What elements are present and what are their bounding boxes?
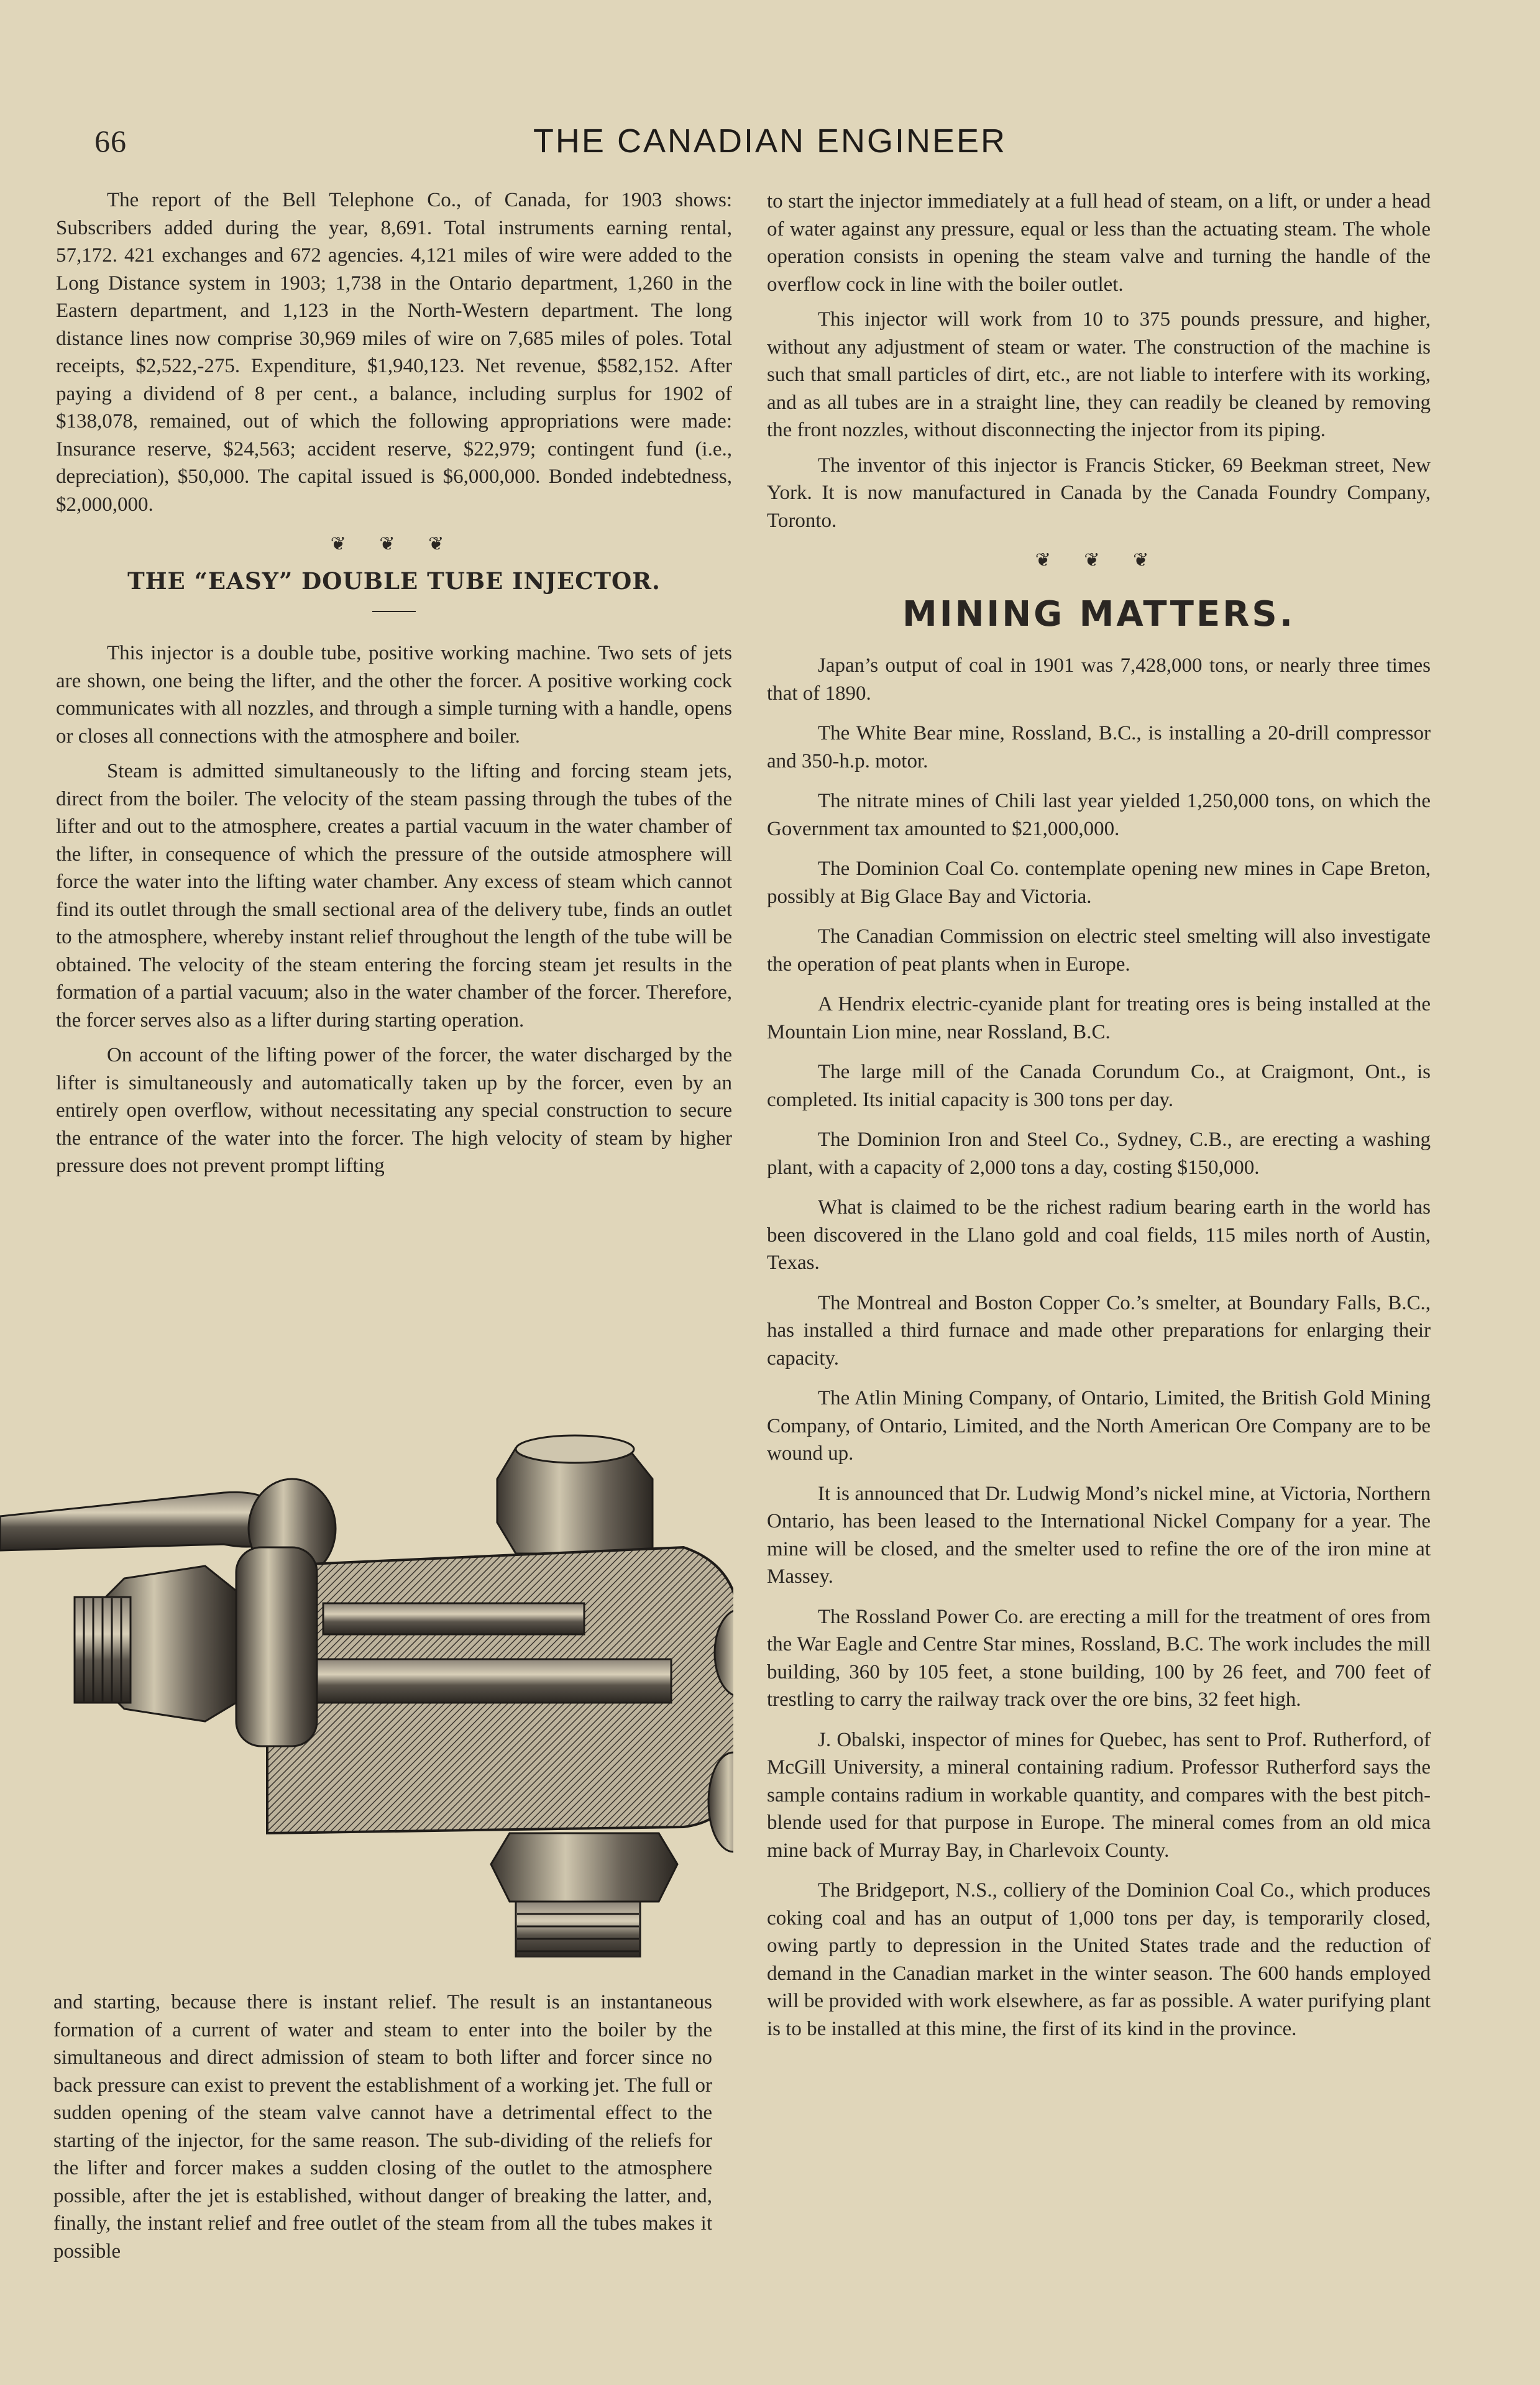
mining-item: What is claimed to be the richest radium bearing earth in the world has been discovered in the Llano gold and coal fields, 115 miles north of Austin, Texas.	[767, 1196, 1431, 1274]
mining-item: The Bridgeport, N.S., colliery of the Dominion Coal Co., which produces coking coal and has an output of 1,000 tons per day, is temporarily closed, owing partly to depression in the United States trade and the reduction of demand in the Canadian market in the winter season. The 600 hands employed will be provided with work elsewhere, as far as possible. A water purifying plant is to be installed at this mine, the first of its kind in the province.	[767, 1879, 1431, 2040]
injector-paragraph: This injector will work from 10 to 375 pounds pressure, and higher, without any adjustment of steam or water. The construction of the machine is such that small particles of dirt, etc., are not liable to interfere with its working, and as all tubes are in a straight line, they can readily be cleaned by removing the front nozzles, without disconnecting the injector from its piping.	[767, 308, 1431, 441]
injector-illustration	[0, 1423, 733, 1957]
mining-item: The Dominion Coal Co. contemplate opening new mines in Cape Breton, possibly at Big Glace Bay and Victoria.	[767, 858, 1431, 908]
separator-ornament: ❦ ❦ ❦	[330, 533, 458, 555]
mining-item: J. Obalski, inspector of mines for Quebec, has sent to Prof. Rutherford, of McGill University, a mineral containing radium. Professor Rutherford says the sample contains radium in workable quantity, and compares with the best pitch-blende used for that purpose in Europe. The mineral comes from an old mica mine back of Murray Bay, in Charlevoix County.	[767, 1728, 1431, 1862]
injector-paragraph: and starting, because there is instant relief. The result is an instantaneous formation of a current of water and steam to enter into the boiler by the simultaneous and direct admission of steam to both lifter and forcer since no back pressure can exist to prevent the establishment of a working jet. The full or sudden opening of the steam valve cannot have a detrimental effect to the starting of the injector, for the same reason. The sub-dividing of the reliefs for the lifter and forcer makes a sudden closing of the outlet to the atmosphere possible, after the jet is established, without danger of breaking the latter, and, finally, the instant relief and free outlet of the steam from all the tubes makes it possible	[53, 1991, 712, 2263]
mining-item: The Rossland Power Co. are erecting a mill for the treatment of ores from the War Eagle and Centre Star mines, Rossland, B.C. The work includes the mill building, 360 by 105 feet, a stone building, 100 by 26 feet, and 700 feet of trestling to carry the railway track over the ore bins, 32 feet high.	[767, 1605, 1431, 1711]
mining-item: Japan’s output of coal in 1901 was 7,428,000 tons, or nearly three times that of 1890.	[767, 654, 1431, 705]
injector-paragraph: to start the injector immediately at a full head of steam, on a lift, or under a head of water against any pressure, equal or less than the actuating steam. The whole operation consists in opening the steam valve and turning the handle of the overflow cock in line with the boiler outlet.	[767, 190, 1431, 296]
mining-item: The White Bear mine, Rossland, B.C., is installing a 20-drill compressor and 350-h.p. motor.	[767, 722, 1431, 772]
running-head: THE CANADIAN ENGINEER	[533, 122, 1007, 160]
mining-item: A Hendrix electric-cyanide plant for treating ores is being installed at the Mountain Lion mine, near Rossland, B.C.	[767, 993, 1431, 1043]
mining-item: The Canadian Commission on electric steel smelting will also investigate the operation of peat plants when in Europe.	[767, 925, 1431, 976]
left-column-top	[56, 186, 732, 1180]
injector-paragraph: The inventor of this injector is Francis Sticker, 69 Beekman street, New York. It is now manufactured in Canada by the Canada Foundry Company, Toronto.	[767, 454, 1431, 532]
mining-headline: MINING MATTERS.	[902, 593, 1295, 634]
injector-paragraph: Steam is admitted simultaneously to the lifting and forcing steam jets, direct from the boiler. The velocity of the steam passing through the tubes of the lifter and out to the atmosphere, creates a partial vacuum in the water chamber of the lifter, in consequence of which the pressure of the outside atmosphere will force the water into the lifting water chamber. Any excess of steam which cannot find its outlet through the small sectional area of the delivery tube, finds an outlet to the atmosphere, whereby instant relief throughout the length of the tube will be obtained. The velocity of the steam entering the forcing steam jet results in the formation of a partial vacuum; also in the water chamber of the forcer. Therefore, the forcer serves also as a lifter during starting operation.	[56, 760, 732, 1032]
injector-headline: THE “EASY” DOUBLE TUBE INJECTOR.	[127, 567, 661, 595]
headline-rule	[372, 611, 416, 612]
injector-drawing	[0, 1423, 733, 1957]
cock-cylinder	[236, 1547, 317, 1746]
page-number: 66	[94, 124, 127, 158]
bottom-threaded-pipe	[516, 1902, 640, 1957]
mining-item: The Montreal and Boston Copper Co.’s smelter, at Boundary Falls, B.C., has installed a third furnace and made other preparations for enlarging their capacity.	[767, 1291, 1431, 1370]
mining-item: The Atlin Mining Company, of Ontario, Limited, the British Gold Mining Company, of Ontario, Limited, and the North American Ore Company are to be wound up.	[767, 1387, 1431, 1465]
bottom-nut	[491, 1833, 677, 1902]
left-column-bottom	[53, 1989, 712, 2265]
mining-item: The large mill of the Canada Corundum Co., at Craigmont, Ont., is completed. Its initial capacity is 300 tons per day.	[767, 1061, 1431, 1111]
right-column	[767, 188, 1431, 2043]
bell-telephone-report: The report of the Bell Telephone Co., of Canada, for 1903 shows: Subscribers added during the year, 8,691. Total instruments earning rental, 57,172. 421 exchanges and 672 agencies. 4,121 miles of wire were added to the Long Distance system in 1903; 1,738 in the Ontario department, 1,260 in the Eastern department, and 1,123 in the North-Western department. The long distance lines now comprise 30,969 miles of wire on 7,685 miles of poles. Total receipts, $2,522,-275. Expenditure, $1,940,123. Net revenue, $582,152. After paying a dividend of 8 per cent., a balance, including surplus for 1902 of $138,078, remained, out of which the following appropriations were made: Insurance reserve, $24,563; accident reserve, $22,979; contingent fund (i.e., depreciation), $50,000. The capital issued is $6,000,000. Bonded indebtedness, $2,000,000.	[56, 189, 732, 516]
mining-item: The nitrate mines of Chili last year yielded 1,250,000 tons, on which the Government tax amounted to $21,000,000.	[767, 790, 1431, 840]
handle-lever	[0, 1492, 273, 1550]
injector-paragraph: This injector is a double tube, positive working machine. Two sets of jets are shown, one being the lifter, and the other the forcer. A positive working cock communicates with all nozzles, and through a simple turning with a handle, opens or closes all connections with the atmosphere and boiler.	[56, 642, 732, 748]
mining-item: It is announced that Dr. Ludwig Mond’s nickel mine, at Victoria, Northern Ontario, has been leased to the International Nickel Company for a year. The mine will be closed, and the smelter used to refine the ore of the iron mine at Massey.	[767, 1482, 1431, 1588]
separator-ornament: ❦ ❦ ❦	[1035, 549, 1163, 571]
mining-item: The Dominion Iron and Steel Co., Sydney, C.B., are erecting a washing plant, with a capacity of 2,000 tons a day, costing $150,000.	[767, 1128, 1431, 1179]
injector-paragraph: On account of the lifting power of the forcer, the water discharged by the lifter is simultaneously and automatically taken up by the forcer, even by an entirely open overflow, without necessitating any special construction to secure the entrance of the water into the forcer. The high velocity of steam by higher pressure does not prevent prompt lifting	[56, 1044, 732, 1177]
internal-tube	[273, 1659, 671, 1703]
